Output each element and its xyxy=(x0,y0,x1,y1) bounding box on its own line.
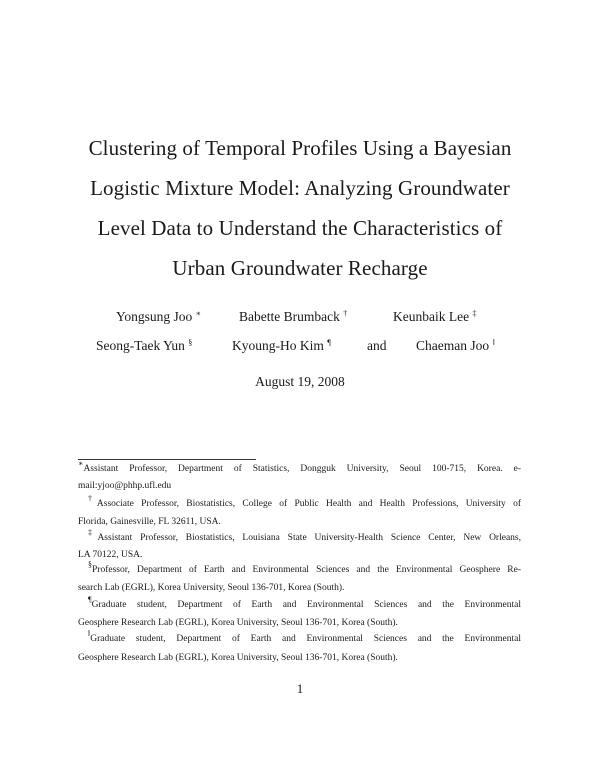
page-number: 1 xyxy=(296,681,304,696)
footnote-text: Assistant Professor, Department of Statistics, Dongguk University, Seoul 100-715, Korea. e- xyxy=(83,464,521,474)
title-line-3: Level Data to Understand the Characteristics of xyxy=(97,216,503,240)
author-keunbaik-lee xyxy=(393,308,476,326)
footnote-rule xyxy=(78,459,256,460)
footnote-mark: § xyxy=(88,560,92,569)
footnote-text: Assistant Professor, Biostatistics, Louisiana State University-Health Science Center, New Orleans, xyxy=(97,533,521,543)
footnote-2-line-2: Florida, Gainesville, FL 32611, USA. xyxy=(78,517,221,527)
author-name: Babette Brumback xyxy=(239,309,340,324)
footnote-mark: ¶ xyxy=(327,338,331,347)
publication-date: August 19, 2008 xyxy=(255,374,345,389)
footnote-1-line-1 xyxy=(78,459,521,475)
title-line-2: Logistic Mixture Model: Analyzing Groundwater xyxy=(90,176,510,200)
author-kyoung-ho-kim xyxy=(232,337,331,355)
footnote-5-line-2: Geosphere Research Lab (EGRL), Korea University, Seoul 136-701, Korea (South). xyxy=(78,618,398,628)
author-yongsung-joo xyxy=(116,308,201,326)
author-name: Seong-Taek Yun xyxy=(96,338,185,353)
footnote-mark: ∗ xyxy=(195,309,202,318)
author-name: Keunbaik Lee xyxy=(393,309,470,324)
footnote-text: Graduate student, Department of Earth and Environmental Sciences and the Environmental xyxy=(91,600,521,610)
footnote-mark: § xyxy=(188,338,193,347)
footnote-text: Professor, Department of Earth and Environmental Sciences and the Environmental Geosphere Re- xyxy=(92,565,521,575)
author-babette-brumback xyxy=(239,308,347,326)
footnote-mark: ‡ xyxy=(88,528,98,537)
title-line-4: Urban Groundwater Recharge xyxy=(172,256,428,280)
footnote-mark: † xyxy=(88,494,97,503)
footnote-mark: ¶ xyxy=(88,595,92,604)
footnote-3-line-2: LA 70122, USA. xyxy=(78,550,143,560)
author-name: Kyoung-Ho Kim xyxy=(232,338,324,353)
footnote-mark: † xyxy=(343,309,348,318)
footnote-5-line-1 xyxy=(88,595,521,611)
author-conjunction: and xyxy=(367,338,387,353)
footnote-text: Associate Professor, Biostatistics, College of Public Health and Health Professions, University of xyxy=(96,499,521,509)
author-name: Yongsung Joo xyxy=(116,309,193,324)
author-seong-taek-yun xyxy=(96,337,192,355)
footnote-4-line-1 xyxy=(88,560,521,576)
footnote-3-line-1 xyxy=(88,528,521,544)
footnote-mark: ‡ xyxy=(472,309,477,318)
footnote-1-line-2: mail:yjoo@phhp.ufl.edu xyxy=(78,481,172,491)
author-name: Chaeman Joo xyxy=(416,338,490,353)
footnote-text: Graduate student, Department of Earth and Environmental Sciences and the Environmental xyxy=(90,634,521,644)
footnote-2-line-1 xyxy=(88,494,521,510)
footnote-6-line-1 xyxy=(88,629,521,645)
footnote-4-line-2: search Lab (EGRL), Korea University, Seoul 136-701, Korea (South). xyxy=(78,583,345,593)
footnote-mark: ∗ xyxy=(78,459,84,468)
footnote-6-line-2: Geosphere Research Lab (EGRL), Korea University, Seoul 136-701, Korea (South). xyxy=(78,653,398,663)
footnote-mark: ‖ xyxy=(492,338,495,347)
author-chaeman-joo xyxy=(416,337,495,355)
footnote-mark: ‖ xyxy=(88,629,91,638)
title-line-1: Clustering of Temporal Profiles Using a Bayesian xyxy=(88,136,512,160)
